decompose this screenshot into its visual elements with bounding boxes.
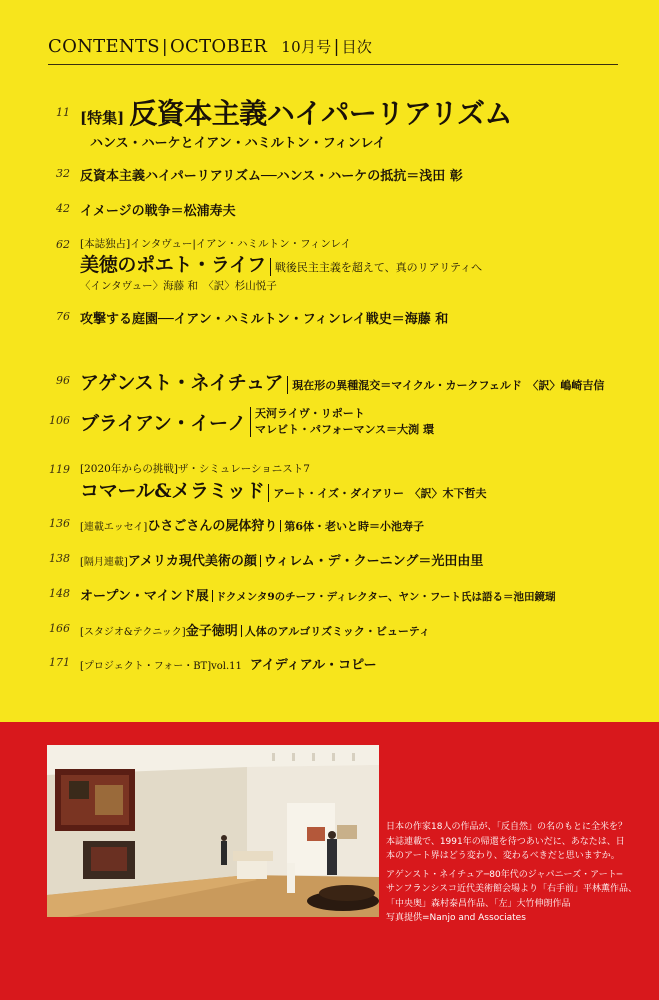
entry-desc: アート・イズ・ダイアリー 〈訳〉木下哲夫 (273, 487, 487, 500)
entry-title: イメージの戦争＝松浦寿夫 (80, 204, 236, 219)
entry-desc: マレビト・パフォーマンス＝大渕 環 (255, 423, 434, 436)
entry-title: コマール&メラミッド (80, 480, 265, 502)
entry-desc: 第6体・老いと時＝小池寿子 (284, 520, 424, 533)
page-number: 42 (56, 202, 70, 215)
page-number: 119 (49, 463, 70, 476)
caption-line: 「中央奥」森村泰昌作品、「左」大竹伸朗作品 (386, 898, 571, 909)
entry-title: ひさごさんの屍体狩り (147, 519, 278, 534)
page-number: 148 (49, 587, 70, 600)
caption-line: 日本の作家18人の作品が、「反自然」の名のもとに全米を？ (386, 822, 627, 832)
entry-credit: 〈インタヴュー〉海藤 和 〈訳〉杉山悦子 (80, 280, 277, 292)
entry-tag: [スタジオ&テクニック] (80, 627, 186, 638)
page-number: 62 (56, 238, 70, 251)
page-number: 11 (56, 106, 70, 119)
caption-line: 写真提供=Nanjo and Associates (386, 913, 526, 923)
photo-caption (386, 820, 638, 926)
header-title-jp: 目次 (341, 38, 373, 56)
header-rule (48, 64, 618, 65)
page-number: 171 (49, 656, 70, 669)
caption-line: アゲンスト・ネイチュア─80年代のジャパニーズ・アート─ (386, 869, 623, 880)
entry-tag: [プロジェクト・フォー・BT]vol.11 (80, 661, 242, 672)
entry-desc: 人体のアルゴリズミック・ビューティ (244, 625, 430, 638)
caption-line: サンフランシスコ近代美術館会場より「右手前」平林薫作品、 (386, 884, 638, 894)
feature-subtitle: ハンス・ハーケとイアン・ハミルトン・フィンレイ (90, 136, 386, 151)
entry-title: 美徳のポエト・ライフ (80, 254, 266, 276)
header-issue: 10月号 (281, 38, 332, 56)
feature-tag: [特集] (80, 109, 125, 127)
entry-title: 反資本主義ハイパーリアリズム──ハンス・ハーケの抵抗＝浅田 彰 (80, 169, 463, 184)
entry-title: アゲンスト・ネイチュア (80, 372, 284, 394)
entry-desc: ドクメンタ9のチーフ・ディレクター、ヤン・フート氏は語る＝池田鏡瑚 (215, 591, 556, 603)
page-number: 96 (56, 374, 70, 387)
page-number: 32 (56, 167, 70, 180)
entry-desc: ウィレム・デ・クーニング＝光田由里 (263, 554, 484, 569)
page-number: 106 (49, 414, 70, 427)
gallery-photo (47, 745, 379, 917)
entry-kicker: [2020年からの挑戦]ザ・シミュレーショニスト7 (80, 463, 310, 475)
feature-title: 反資本主義ハイパーリアリズム (129, 97, 513, 130)
entry-title: アイディアル・コピー (249, 658, 377, 673)
entry-tag: [連載エッセイ] (80, 522, 148, 533)
page-number: 136 (49, 517, 70, 530)
entry-desc: 天河ライヴ・リポート (255, 407, 365, 420)
header-title-en: CONTENTS (48, 36, 160, 57)
entry-desc: 現在形の異種混交＝マイクル・カークフェルド 〈訳〉嶋崎吉信 (292, 379, 605, 392)
page-number: 166 (49, 622, 70, 635)
entry-title: アメリカ現代美術の顔 (127, 554, 257, 569)
entry-kicker: [本誌独占]インタヴュー|イアン・ハミルトン・フィンレイ (80, 238, 352, 250)
contents-header: CONTENTS | OCTOBER 10月号 | 目次 (48, 36, 373, 57)
page-number: 76 (56, 310, 70, 323)
caption-line: 本誌連載で、1991年の帰還を待つあいだに、あなたは、日 (386, 836, 625, 847)
entry-title: 攻撃する庭園──イアン・ハミルトン・フィンレイ戦史＝海藤 和 (80, 312, 449, 327)
header-month: OCTOBER (169, 36, 268, 57)
page-number: 138 (49, 552, 70, 565)
entry-title: オープン・マインド展 (80, 589, 209, 604)
entry-tag: [隔月連載] (80, 557, 128, 568)
entry-title: 金子徳明 (185, 624, 238, 639)
entry-desc: 戦後民主主義を超えて、真のリアリティへ (274, 261, 483, 274)
entry-title: ブライアン・イーノ (80, 412, 247, 435)
caption-line: 本のアート界はどう変わり、変わるべきだと思いますか。 (386, 851, 620, 861)
